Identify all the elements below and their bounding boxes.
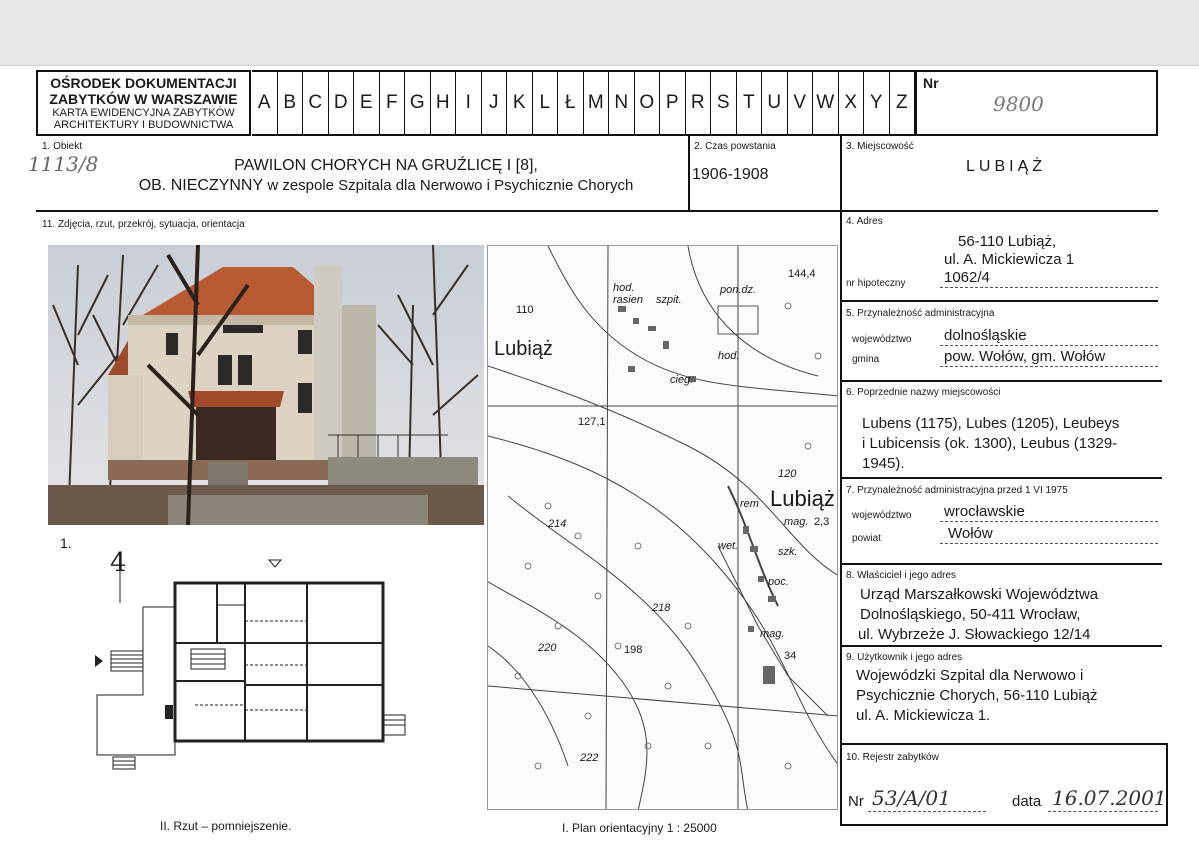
north-mark: 4 <box>110 548 127 578</box>
letter-cell: X <box>839 72 865 134</box>
admin-before-voivodeship-dotline <box>940 521 1158 522</box>
map-elev-220: 220 <box>538 642 557 654</box>
user-line-3: ul. A. Mickiewicza 1. <box>856 707 991 724</box>
former-names-line-1: Lubens (1175), Lubes (1205), Leubeys <box>862 415 1120 432</box>
map-elev-127: 127,1 <box>578 416 606 428</box>
mortgage-dotline <box>940 287 1158 288</box>
letter-cell: H <box>431 72 457 134</box>
letter-cell: C <box>303 72 329 134</box>
map-elev-2-3: 2,3 <box>814 516 830 528</box>
building-photo-image <box>48 245 484 525</box>
institution-line-3: KARTA EWIDENCYJNA ZABYTKÓW <box>52 107 235 119</box>
letter-index <box>252 70 915 136</box>
letter-cell: Y <box>864 72 890 134</box>
admin-before-label: 7. Przynależność administracyjna przed 1 VI 1975 <box>846 485 1068 496</box>
divider <box>688 136 690 212</box>
map-label-cieg: cieg. <box>670 374 694 386</box>
time-value: 1906-1908 <box>692 166 769 183</box>
object-title-line-1: PAWILON CHORYCH NA GRUŹLICĘ I [8], <box>234 157 538 174</box>
floor-plan-drawing <box>85 545 475 775</box>
address-label: 4. Adres <box>846 216 883 227</box>
images-label: 11. Zdjęcia, rzut, przekrój, sytuacja, orientacja <box>42 219 245 230</box>
user-line-2: Psychicznie Chorych, 56-110 Lubiąż <box>856 687 1098 704</box>
record-number-label: Nr <box>923 75 939 91</box>
admin-voivodeship-label: województwo <box>852 334 912 345</box>
map-elev-110: 110 <box>516 304 534 316</box>
time-label: 2. Czas powstania <box>694 141 776 152</box>
photo-number: 1. <box>60 535 72 551</box>
letter-cell: F <box>380 72 406 134</box>
divider <box>840 645 1162 647</box>
letter-cell: N <box>609 72 635 134</box>
admin-gmina-dotline <box>940 366 1158 367</box>
admin-voivodeship-dotline <box>940 345 1158 346</box>
letter-cell: I <box>456 72 482 134</box>
admin-before-voivodeship-label: województwo <box>852 510 912 521</box>
map-label-szpit: szpit. <box>656 294 682 306</box>
admin-before-voivodeship-value: wrocławskie <box>944 503 1025 520</box>
place-value: LUBIĄŻ <box>966 158 1047 175</box>
letter-cell: A <box>252 72 278 134</box>
scan-top-band <box>0 0 1199 66</box>
object-title-line-2 <box>86 176 686 196</box>
address-line-2: ul. A. Mickiewicza 1 <box>944 251 1075 268</box>
map-label-poc: poc. <box>768 576 789 588</box>
address-line-1: 56-110 Lubiąż, <box>958 233 1057 250</box>
object-label: 1. Obiekt <box>42 141 83 152</box>
divider <box>840 380 1162 382</box>
mortgage-label: nr hipoteczny <box>846 278 906 289</box>
owner-label: 8. Właściciel i jego adres <box>846 570 957 581</box>
map-label-lubiaz-east: Lubiąż <box>770 486 835 511</box>
institution-line-2: ZABYTKÓW W WARSZAWIE <box>49 91 238 107</box>
registry-nr-label: Nr <box>848 793 864 810</box>
map-elev-222: 222 <box>580 752 599 764</box>
institution-line-1: OŚRODEK DOKUMENTACJI <box>50 75 237 91</box>
admin-gmina-label: gmina <box>852 354 880 365</box>
letter-cell: G <box>405 72 431 134</box>
plan-caption: II. Rzut – pomniejszenie. <box>160 819 292 833</box>
letter-cell: R <box>686 72 712 134</box>
letter-cell: T <box>737 72 763 134</box>
institution-line-4: ARCHITEKTURY I BUDOWNICTWA <box>53 119 234 131</box>
registry-date-value: 16.07.2001 <box>1052 786 1167 810</box>
place-label: 3. Miejscowość <box>846 141 914 152</box>
object-status: OB. NIECZYNNY <box>138 177 263 194</box>
owner-line-2: Dolnośląskiego, 50-411 Wrocław, <box>860 606 1081 623</box>
admin-before-powiat-label: powiat <box>852 533 881 544</box>
map-elev-120: 120 <box>778 468 797 480</box>
letter-cell: P <box>660 72 686 134</box>
map-label-mag: mag. <box>784 516 809 528</box>
letter-cell: M <box>584 72 610 134</box>
orientation-map-image <box>488 246 838 810</box>
record-number-value: 9800 <box>993 92 1044 116</box>
divider <box>840 136 842 826</box>
record-number-box <box>915 70 1158 136</box>
map-label-lubiaz-west: Lubiąż <box>494 338 553 360</box>
divider <box>840 477 1162 479</box>
orientation-map <box>487 245 838 810</box>
map-elev-144: 144,4 <box>788 268 816 280</box>
letter-cell: K <box>507 72 533 134</box>
admin-before-powiat-value: Wołów <box>948 525 993 542</box>
divider <box>840 300 1158 302</box>
registry-nr-dotline <box>868 811 986 812</box>
letter-cell: J <box>482 72 508 134</box>
admin-label: 5. Przynależność administracyjna <box>846 308 995 319</box>
object-title <box>86 156 686 196</box>
admin-gmina-value: pow. Wołów, gm. Wołów <box>944 348 1106 365</box>
map-label-rasien: rasien <box>613 294 643 306</box>
map-caption: I. Plan orientacyjny 1 : 25000 <box>562 821 717 835</box>
former-names-line-3: 1945). <box>862 455 905 472</box>
map-label-mag-2: mag. <box>760 628 785 640</box>
object-complex: w zespole Szpitala dla Nerwowo i Psychicznie Chorych <box>267 177 634 194</box>
registry-label: 10. Rejestr zabytków <box>846 752 939 763</box>
user-label: 9. Użytkownik i jego adres <box>846 652 963 663</box>
mortgage-value: 1062/4 <box>944 269 990 286</box>
map-elev-218: 218 <box>652 602 671 614</box>
letter-cell: O <box>635 72 661 134</box>
map-elev-214: 214 <box>548 518 567 530</box>
letter-cell: L <box>533 72 559 134</box>
map-label-szk: szk. <box>778 546 798 558</box>
letter-cell: U <box>762 72 788 134</box>
letter-cell: S <box>711 72 737 134</box>
former-names-line-2: i Lubicensis (ok. 1300), Leubus (1329- <box>862 435 1118 452</box>
registry-nr-value: 53/A/01 <box>872 786 951 810</box>
map-elev-34: 34 <box>784 650 797 662</box>
registry-date-dotline <box>1048 811 1158 812</box>
object-side-number: 1113/8 <box>28 152 99 176</box>
letter-cell: B <box>278 72 304 134</box>
floor-plan <box>85 545 475 775</box>
institution-box <box>36 70 251 136</box>
letter-cell: W <box>813 72 839 134</box>
registry-date-label: data <box>1012 793 1042 810</box>
owner-line-1: Urząd Marszałkowski Województwa <box>860 586 1099 603</box>
letter-cell: Z <box>890 72 916 134</box>
letter-cell: V <box>788 72 814 134</box>
letter-cell: Ł <box>558 72 584 134</box>
divider <box>840 563 1162 565</box>
map-label-hod-2: hod. <box>718 350 740 362</box>
admin-voivodeship-value: dolnośląskie <box>944 327 1027 344</box>
map-label-wet: wet. <box>718 540 739 552</box>
admin-before-powiat-dotline <box>940 543 1158 544</box>
letter-cell: E <box>354 72 380 134</box>
owner-line-3: ul. Wybrzeże J. Słowackiego 12/14 <box>858 626 1091 643</box>
building-photo <box>48 245 484 525</box>
map-elev-198: 198 <box>624 644 643 656</box>
letter-cell: D <box>329 72 355 134</box>
user-line-1: Wojewódzki Szpital dla Nerwowo i <box>856 667 1084 684</box>
former-names-label: 6. Poprzednie nazwy miejscowości <box>846 387 1001 398</box>
map-label-hod: hod. <box>613 282 635 294</box>
map-label-rem: rem <box>740 498 759 510</box>
map-label-pon-dz: pon.dz. <box>720 284 757 296</box>
